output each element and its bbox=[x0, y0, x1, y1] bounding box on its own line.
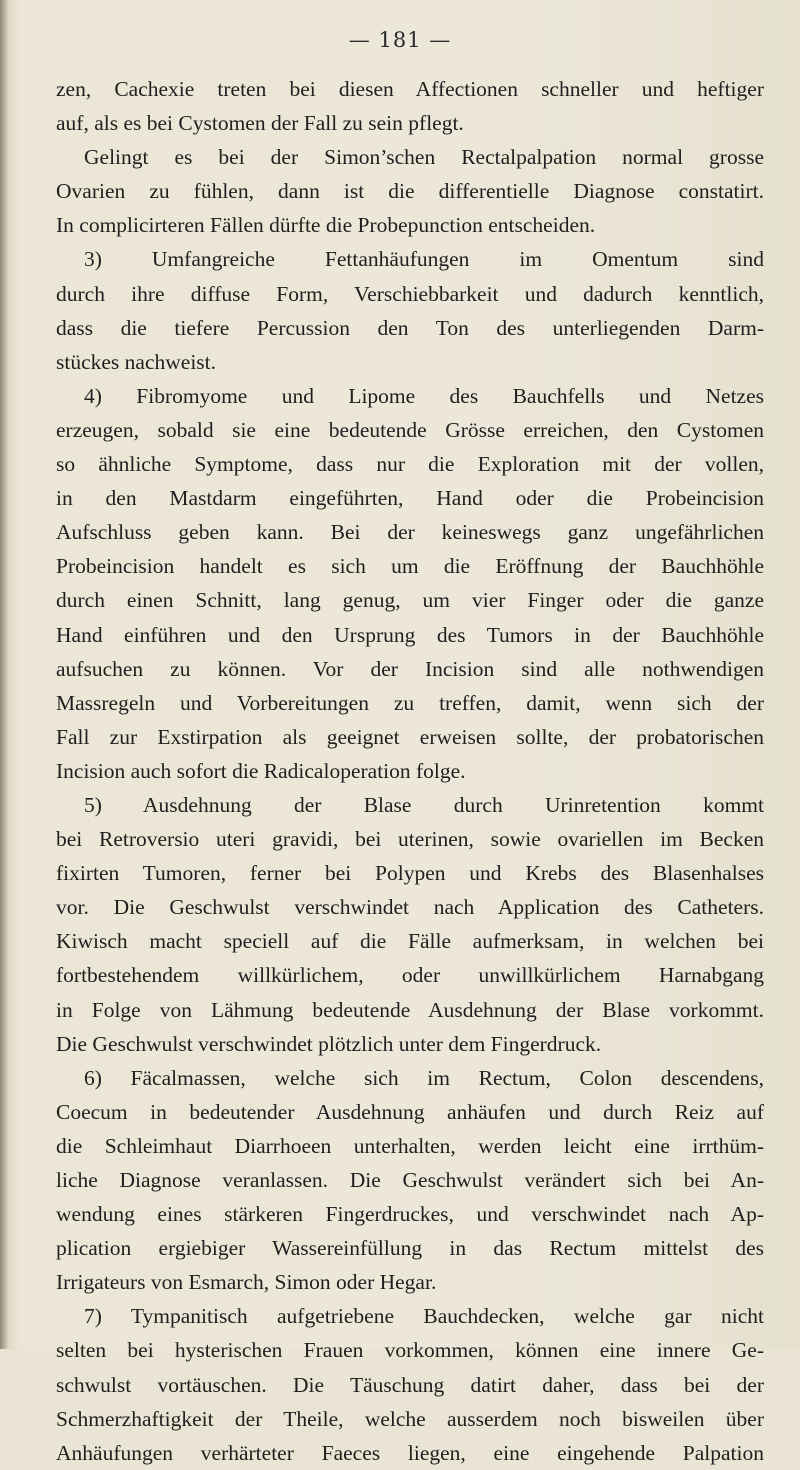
text-line: Irrigateurs von Esmarch, Simon oder Hegar. bbox=[56, 1270, 437, 1295]
text-line: Probeincision handelt es sich um die Eröffnung der Bauchhöhle bbox=[56, 554, 764, 579]
text-line: erzeugen, sobald sie eine bedeutende Grösse erreichen, den Cystomen bbox=[56, 417, 764, 442]
text-line: 7) Tympanitisch aufgetriebene Bauchdecken, welche gar nicht bbox=[84, 1304, 764, 1329]
text-line: Ovarien zu fühlen, dann ist die differentielle Diagnose constatirt. bbox=[56, 179, 764, 204]
text-line: durch einen Schnitt, lang genug, um vier Finger oder die ganze bbox=[56, 588, 764, 613]
text-line: Die Geschwulst verschwindet plötzlich unter dem Fingerdruck. bbox=[56, 1031, 602, 1056]
text-line: die Schleimhaut Diarrhoeen unterhalten, werden leicht eine irrthüm- bbox=[56, 1133, 764, 1158]
text-line: Anhäufungen verhärteter Faeces liegen, eine eingehende Palpation bbox=[56, 1440, 764, 1465]
text-line: zen, Cachexie treten bei diesen Affectionen schneller und heftiger bbox=[56, 77, 764, 101]
text-line: bei Retroversio uteri gravidi, bei uterinen, sowie ovariellen im Becken bbox=[56, 827, 764, 852]
text-line: auf, als es bei Cystomen der Fall zu sein pflegt. bbox=[56, 111, 464, 136]
text-line: Massregeln und Vorbereitungen zu treffen, damit, wenn sich der bbox=[56, 690, 764, 715]
page-number: — 181 — bbox=[348, 28, 452, 52]
text-line: Fall zur Exstirpation als geeignet erweisen sollte, der probatorischen bbox=[56, 724, 764, 749]
text-line: durch ihre diffuse Form, Verschiebbarkeit und dadurch kenntlich, bbox=[56, 281, 764, 306]
text-line: in den Mastdarm eingeführten, Hand oder die Probeincision bbox=[56, 486, 764, 511]
text-line: 6) Fäcalmassen, welche sich im Rectum, Colon descendens, bbox=[84, 1065, 764, 1090]
text-line: fixirten Tumoren, ferner bei Polypen und Krebs des Blasenhalses bbox=[56, 861, 764, 886]
text-line: plication ergiebiger Wassereinfüllung in das Rectum mittelst des bbox=[56, 1236, 764, 1261]
text-line: selten bei hysterischen Frauen vorkommen, können eine innere Ge- bbox=[56, 1338, 764, 1363]
text-line: vor. Die Geschwulst verschwindet nach Application des Catheters. bbox=[56, 895, 764, 920]
text-line: 4) Fibromyome und Lipome des Bauchfells und Netzes bbox=[84, 383, 764, 408]
text-line: aufsuchen zu können. Vor der Incision sind alle nothwendigen bbox=[56, 656, 764, 681]
text-line: stückes nachweist. bbox=[56, 349, 217, 374]
body-text bbox=[56, 72, 764, 1470]
text-line: dass die tiefere Percussion den Ton des unterliegenden Darm- bbox=[56, 315, 764, 340]
text-line: 5) Ausdehnung der Blase durch Urinretention kommt bbox=[84, 792, 764, 817]
text-line: Aufschluss geben kann. Bei der keineswegs ganz ungefährlichen bbox=[56, 520, 764, 545]
text-line: wendung eines stärkeren Fingerdruckes, und verschwindet nach Ap- bbox=[56, 1202, 764, 1227]
text-line: Incision auch sofort die Radicaloperation folge. bbox=[56, 758, 466, 783]
text-line: Kiwisch macht speciell auf die Fälle aufmerksam, in welchen bei bbox=[56, 929, 764, 954]
text-line: Hand einführen und den Ursprung des Tumors in der Bauchhöhle bbox=[56, 622, 764, 647]
text-line: schwulst vortäuschen. Die Täuschung datirt daher, dass bei der bbox=[56, 1372, 764, 1397]
text-line: In complicirteren Fällen dürfte die Probepunction entscheiden. bbox=[56, 213, 596, 238]
text-line: Schmerzhaftigkeit der Theile, welche ausserdem noch bisweilen über bbox=[56, 1406, 764, 1431]
text-line: 3) Umfangreiche Fettanhäufungen im Omentum sind bbox=[84, 247, 764, 272]
text-line: Gelingt es bei der Simon’schen Rectalpalpation normal grosse bbox=[84, 145, 764, 170]
text-line: so ähnliche Symptome, dass nur die Exploration mit der vollen, bbox=[56, 452, 764, 477]
text-line: in Folge von Lähmung bedeutende Ausdehnung der Blase vorkommt. bbox=[56, 997, 764, 1022]
text-line: fortbestehendem willkürlichem, oder unwillkürlichem Harnabgang bbox=[56, 963, 764, 988]
text-line: liche Diagnose veranlassen. Die Geschwulst verändert sich bei An- bbox=[56, 1168, 764, 1192]
text-line: Coecum in bedeutender Ausdehnung anhäufen und durch Reiz auf bbox=[56, 1099, 764, 1124]
page-binding-edge bbox=[0, 0, 9, 1349]
